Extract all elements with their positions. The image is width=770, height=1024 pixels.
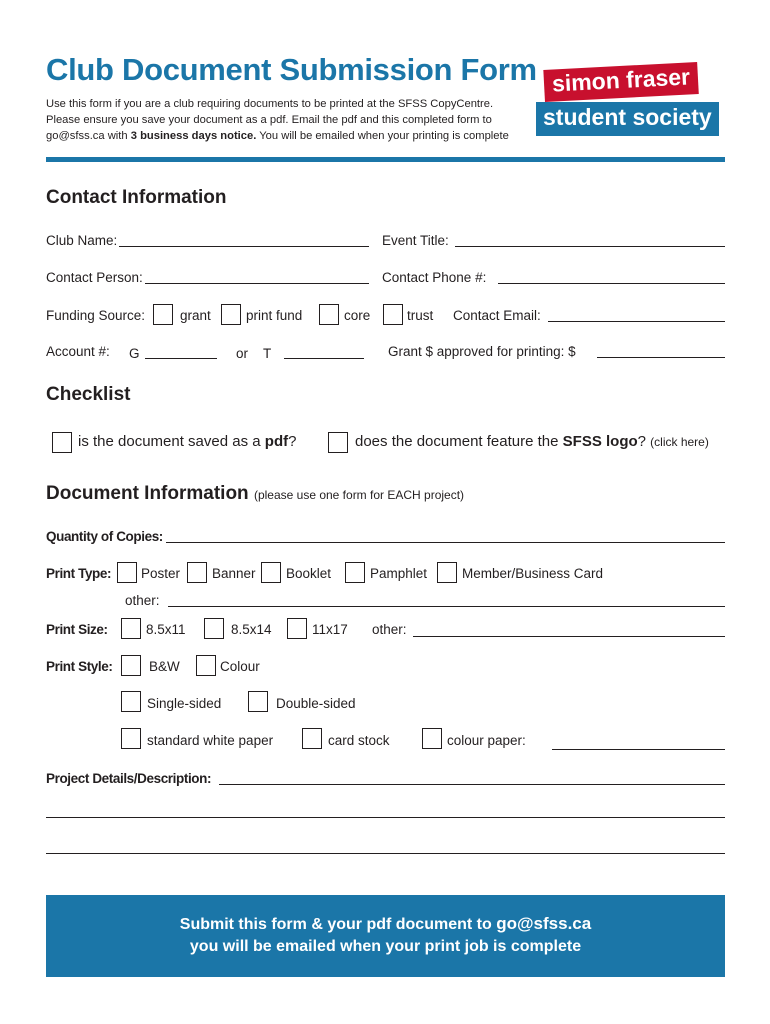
sfss-logo-checkbox[interactable] — [328, 432, 348, 453]
card-stock-label: card stock — [328, 733, 390, 748]
account-label: Account #: — [46, 344, 110, 359]
booklet-label: Booklet — [286, 566, 332, 581]
contact-phone-field[interactable] — [498, 283, 725, 284]
account-or: or — [236, 346, 249, 361]
sfss-logo-term: SFSS logo — [562, 433, 638, 450]
submit-line-2: you will be emailed when your print job is complete — [189, 938, 582, 955]
print-fund-checkbox[interactable] — [221, 304, 241, 325]
print-style-label: Print Style: — [46, 659, 113, 674]
pamphlet-checkbox[interactable] — [345, 562, 365, 583]
business-card-label: Member/Business Card — [462, 566, 604, 581]
contact-email-label: Contact Email: — [453, 308, 541, 323]
checklist-heading: Checklist — [46, 384, 131, 405]
pdf-saved-label — [78, 433, 296, 450]
print-type-other-field[interactable] — [168, 606, 725, 607]
bw-label: B&W — [149, 659, 180, 674]
intro-line-3-start: go@sfss.ca with — [46, 130, 131, 142]
intro-line-3 — [46, 128, 509, 144]
funding-source-label: Funding Source: — [46, 308, 146, 323]
sfss-logo-qmark: ? — [637, 433, 651, 450]
grant-checkbox[interactable] — [153, 304, 173, 325]
print-type-label: Print Type: — [46, 566, 112, 581]
project-details-field-3[interactable] — [46, 853, 725, 854]
document-heading-note: (please use one form for EACH project) — [253, 488, 465, 502]
document-heading — [46, 483, 464, 505]
size-8-5x11-label: 8.5x11 — [146, 622, 186, 637]
project-details-field-1[interactable] — [219, 784, 725, 785]
banner-checkbox[interactable] — [187, 562, 207, 583]
event-title-field[interactable] — [455, 246, 725, 247]
club-name-field[interactable] — [119, 246, 369, 247]
project-details-field-2[interactable] — [46, 817, 725, 818]
form-title: Club Document Submission Form — [46, 52, 537, 87]
print-type-other-label: other: — [125, 593, 160, 608]
pdf-saved-qmark: ? — [288, 433, 297, 450]
bw-checkbox[interactable] — [121, 655, 141, 676]
sfss-logo-text: does the document feature the — [355, 433, 563, 450]
pdf-saved-text: is the document saved as a — [78, 433, 265, 450]
business-card-checkbox[interactable] — [437, 562, 457, 583]
sfss-logo-label — [355, 433, 709, 450]
booklet-checkbox[interactable] — [261, 562, 281, 583]
size-11x17-label: 11x17 — [312, 622, 348, 637]
colour-paper-field[interactable] — [552, 749, 725, 750]
trust-label: trust — [407, 308, 434, 323]
print-size-other-field[interactable] — [413, 636, 725, 637]
sfss-logo-top: simon fraser — [543, 62, 699, 102]
event-title-label: Event Title: — [382, 233, 449, 248]
pamphlet-label: Pamphlet — [370, 566, 428, 581]
quantity-label: Quantity of Copies: — [46, 529, 163, 544]
account-t-field[interactable] — [284, 358, 364, 359]
white-paper-label: standard white paper — [147, 733, 274, 748]
colour-paper-checkbox[interactable] — [422, 728, 442, 749]
contact-person-field[interactable] — [145, 283, 369, 284]
core-label: core — [344, 308, 371, 323]
poster-checkbox[interactable] — [117, 562, 137, 583]
intro-line-3-end: You will be emailed when your printing is complete — [256, 130, 509, 142]
project-details-label: Project Details/Description: — [46, 771, 212, 786]
contact-person-label: Contact Person: — [46, 270, 143, 285]
print-size-label: Print Size: — [46, 622, 108, 637]
sfss-logo-bottom: student society — [536, 102, 719, 136]
submit-banner — [46, 895, 725, 977]
contact-phone-label: Contact Phone #: — [382, 270, 487, 285]
print-fund-label: print fund — [246, 308, 303, 323]
single-sided-label: Single-sided — [147, 696, 222, 711]
double-sided-checkbox[interactable] — [248, 691, 268, 712]
single-sided-checkbox[interactable] — [121, 691, 141, 712]
notice-period: 3 business days notice. — [130, 130, 257, 142]
contact-heading: Contact Information — [46, 187, 227, 208]
size-8-5x14-label: 8.5x14 — [231, 622, 272, 637]
account-g-field[interactable] — [145, 358, 217, 359]
grant-approved-field[interactable] — [597, 357, 725, 358]
account-g-prefix: G — [129, 346, 140, 361]
document-heading-text: Document Information — [46, 483, 249, 504]
grant-label: grant — [180, 308, 211, 323]
colour-paper-label: colour paper: — [447, 733, 526, 748]
intro-line-1: Use this form if you are a club requiring documents to be printed at the SFSS CopyCentre. — [46, 98, 494, 110]
intro-line-2: Please ensure you save your document as a pdf. Email the pdf and this completed form to — [46, 114, 492, 126]
contact-email-field[interactable] — [548, 321, 725, 322]
white-paper-checkbox[interactable] — [121, 728, 141, 749]
size-11x17-checkbox[interactable] — [287, 618, 307, 639]
size-8-5x11-checkbox[interactable] — [121, 618, 141, 639]
banner-label: Banner — [212, 566, 256, 581]
intro-text — [46, 96, 509, 144]
print-size-other-label: other: — [372, 622, 407, 637]
click-here-link[interactable]: (click here) — [650, 435, 709, 449]
submit-email-link[interactable]: go@sfss.ca — [496, 914, 592, 933]
account-t-prefix: T — [263, 346, 272, 361]
colour-checkbox[interactable] — [196, 655, 216, 676]
size-8-5x14-checkbox[interactable] — [204, 618, 224, 639]
submit-line-1 — [46, 913, 725, 936]
club-name-label: Club Name: — [46, 233, 118, 248]
quantity-field[interactable] — [166, 542, 725, 543]
poster-label: Poster — [141, 566, 181, 581]
header-divider — [46, 157, 725, 162]
pdf-saved-checkbox[interactable] — [52, 432, 72, 453]
trust-checkbox[interactable] — [383, 304, 403, 325]
colour-label: Colour — [220, 659, 260, 674]
core-checkbox[interactable] — [319, 304, 339, 325]
pdf-term: pdf — [264, 433, 289, 450]
submit-line-1-text: Submit this form & your pdf document to — [179, 916, 497, 933]
double-sided-label: Double-sided — [276, 696, 356, 711]
grant-approved-label: Grant $ approved for printing: $ — [388, 344, 576, 359]
card-stock-checkbox[interactable] — [302, 728, 322, 749]
